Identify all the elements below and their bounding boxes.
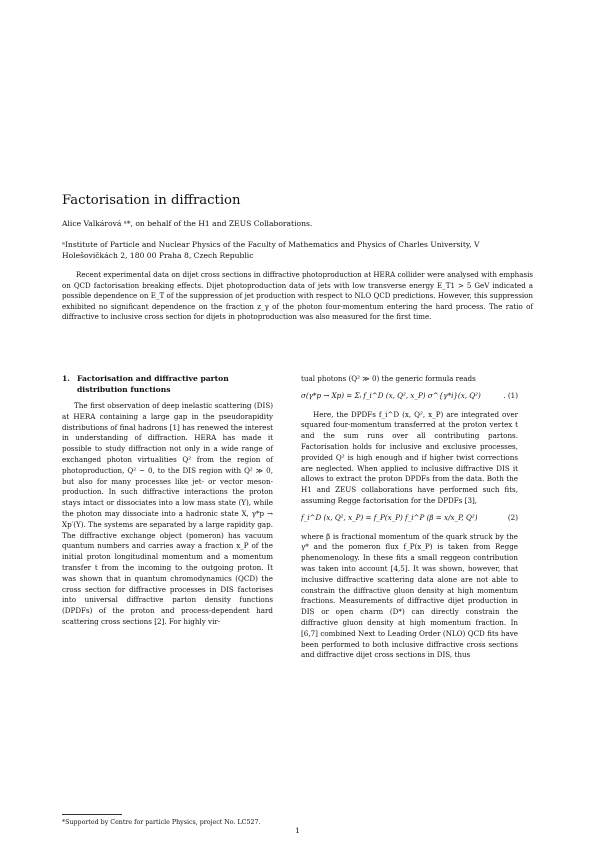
section-heading [62,374,273,395]
section-paragraph-1: The first observation of deep inelastic scattering (DIS) at HERA containing a large gap in the pseudorapidity distributions of final hadrons [1] has renewed the interest in understanding of diffraction. HERA has made it possible to study diffraction not only in a wide range of exchanged photon virtualities Q² from the region of photoproduction, Q² ~ 0, to the DIS region with Q² ≫ 0, but also for many processes like jet- or vector meson-production. In such diffractive interactions the proton stays intact or dissociates into a low mass state (Y), while the photon may dissociate into a hadronic state X, γ*p → Xp′(Y). The systems are separated by a large rapidity gap. The diffractive exchange object (pomeron) has vacuum quantum numbers and carries away a fraction x_P of the initial proton longitudinal momentum and a momentum transfer t from the incoming to the outgoing proton. It was shown that in quantum chromodynamics (QCD) the cross section for diffractive processes in DIS factorises into universal diffractive parton density functions (DPDFs) of the proton and process-dependent hard scattering cross sections [2]. For highly vir- [62,401,273,626]
author-line: Alice Valkárová ᵃ*, on behalf of the H1 and ZEUS Collaborations. [62,219,313,228]
left-column [62,374,273,628]
equation-1 [301,391,518,402]
equation-1-body: σ(γ*p → Xp) = Σᵢ f_i^D (x, Q², x_P) σ^{γ*i}(x, Q²) [301,390,481,400]
paragraph-2: Here, the DPDFs f_i^D (x, Q², x_P) are integrated over squared four-momentum transferred at the proton vertex t and the sum runs over all contributing partons. Factorisation holds for inclusive and exclusive processes, provided Q² is high enough and if higher twist corrections are neglected. When applied to inclusive diffractive DIS it allows to extract the proton DPDFs from the data. Both the H1 and ZEUS collaborations have performed such fits, assuming Regge factorisation for the DPDFs [3], [301,409,518,505]
continued-text: tual photons (Q² ≫ 0) the generic formula reads [301,374,476,383]
page-number: 1 [295,826,300,835]
equation-2-number: (2) [507,512,518,522]
right-column [301,374,518,661]
paper-title: Factorisation in diffraction [62,193,241,208]
section-number: 1. [62,374,70,383]
affiliation: ᵃInstitute of Particle and Nuclear Physics of the Faculty of Mathematics and Physics of Charles University, V Holešovičkách 2, 180 00 Praha 8, Czech Republic [62,240,480,260]
paragraph-3: where β is fractional momentum of the quark struck by the γ* and the pomeron flux f_P(x_P) is taken from Regge phenomenology. In these fits a small reggeon contribution was taken into account [4,5]. It was shown, however, that inclusive diffractive scattering data alone are not able to constrain the diffractive gluon density at high momentum fractions. Measurements of diffractive dijet production in DIS or open charm (D*) can directly constrain the diffractive gluon density at high momentum fraction. In [6,7] combined Next to Leading Order (NLO) QCD fits have been performed to both inclusive diffractive cross sections and diffractive dijet cross sections in DIS, thus [301,531,518,660]
footnote-rule [62,814,122,815]
abstract: Recent experimental data on dijet cross sections in diffractive photoproduction at HERA collider were analysed with emphasis on QCD factorisation breaking effects. Dijet photoproduction data of jets with low transverse energy E_T1 > 5 GeV indicated a possible dependence on E_T of the suppression of jet production with respect to NLO QCD predictions. However, this suppression exhibited no significant dependence on the fraction z_γ of the photon four-momentum entering the hard process. The ratio of diffractive to inclusive cross section for dijets in photoproduction was also measured for the first time. [62,270,533,322]
footnote: *Supported by Centre for particle Physics, project No. LC527. [62,819,261,826]
section-title: Factorisation and diffractive parton distribution functions [77,374,229,394]
equation-2 [301,513,518,524]
equation-2-body: f_i^D (x, Q², x_P) = f_P(x_P) f_i^P (β = x/x_P, Q²) [301,512,478,522]
equation-1-number: . (1) [503,390,518,400]
